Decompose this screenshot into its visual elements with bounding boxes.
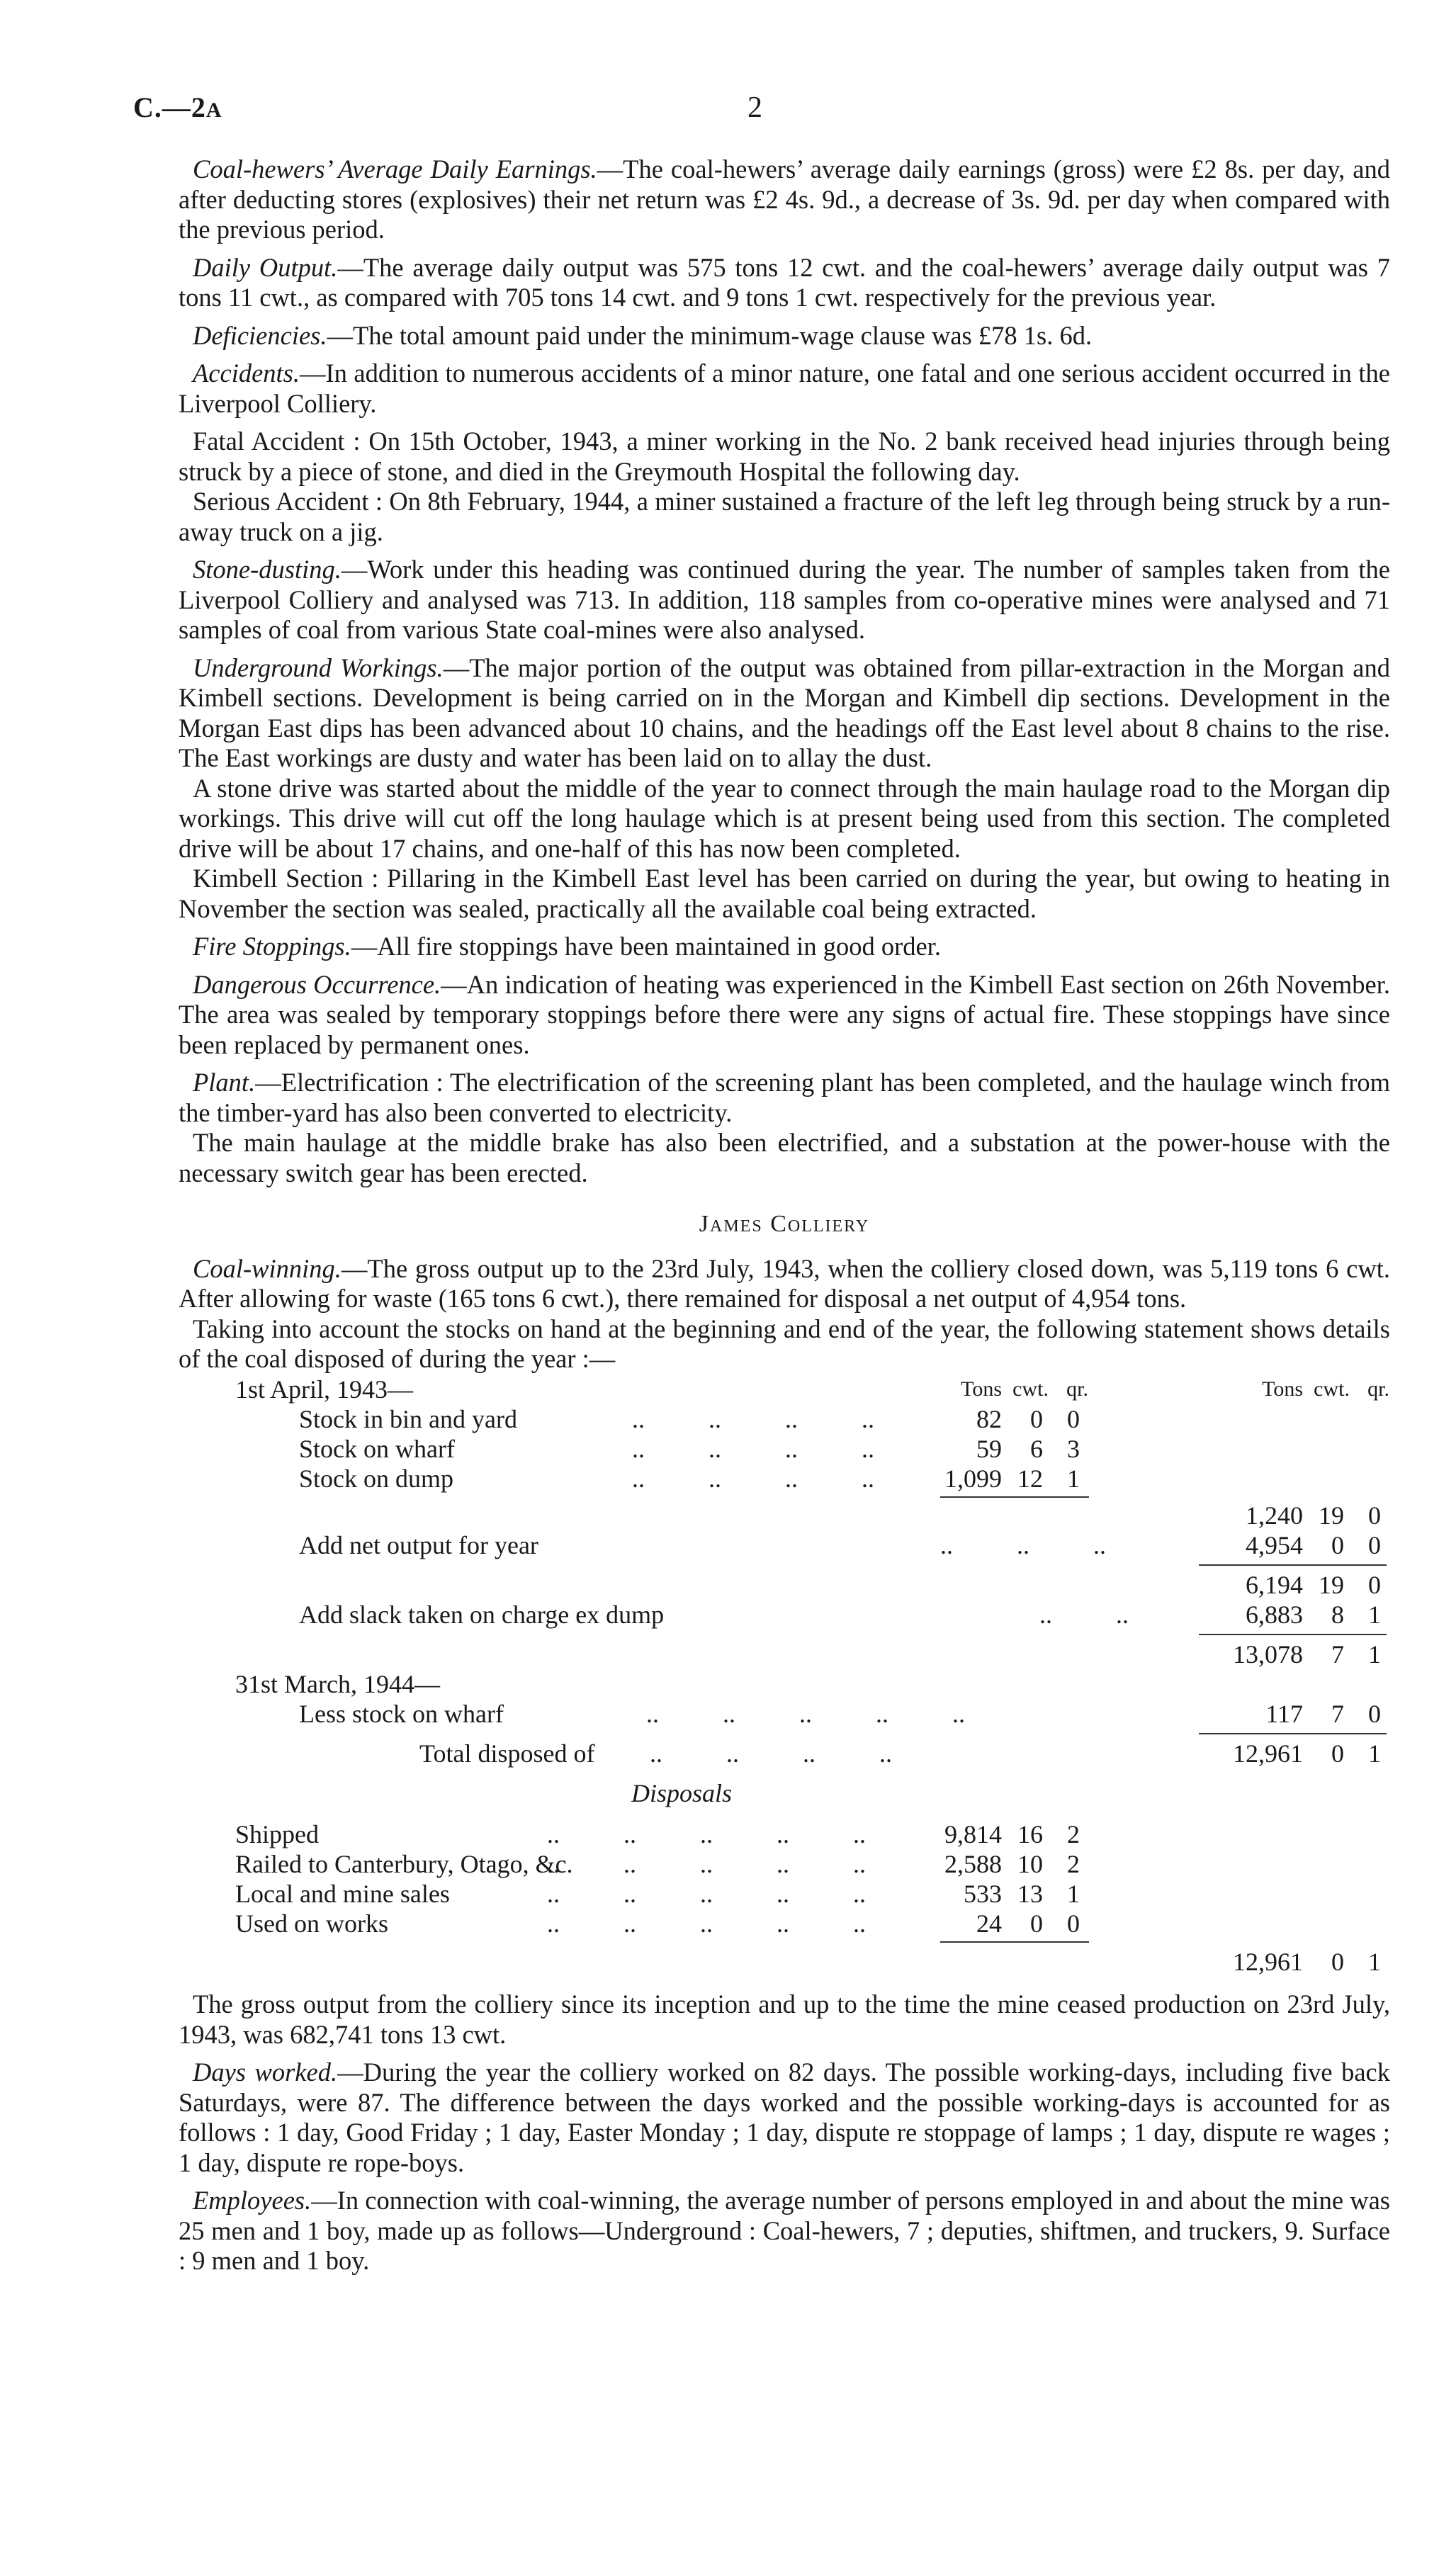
paragraph-lead: Fire Stoppings. [193, 932, 351, 961]
paragraph-text: Serious Accident : On 8th February, 1944, a miner sustained a fracture of the left leg through being struck by a run-away truck on a jig. [179, 487, 1390, 546]
body-text [179, 154, 1390, 2284]
paragraph-text: —The total amount paid under the minimum-wage clause was £78 1s. 6d. [327, 320, 1093, 350]
add-slack-row: Add slack taken on charge ex dump .. .. 6,883 8 1 [299, 1600, 1381, 1629]
leader-dots: .. .. .. .. [632, 1434, 874, 1463]
row-label: Stock on wharf [299, 1434, 455, 1463]
row-label: Stock in bin and yard [299, 1404, 517, 1433]
less-stock-row: Less stock on wharf .. .. .. .. .. 117 7 0 [299, 1699, 1381, 1728]
paragraph [179, 1254, 1390, 1314]
paragraph [179, 932, 1390, 962]
report-code [133, 91, 222, 124]
paragraph-lead: Accidents. [193, 358, 300, 388]
paragraph [179, 1314, 1390, 1374]
paragraph [179, 253, 1390, 313]
rule-disposals [940, 1941, 1089, 1943]
total-row: Total disposed of .. .. .. .. 12,961 0 1 [419, 1739, 1381, 1768]
table-row: Stock in bin and yard .. .. .. .. 82 0 0 [299, 1404, 1080, 1433]
subtotal-row-2: 6,194 19 0 [1246, 1570, 1381, 1599]
paragraph-text: —In connection with coal-winning, the average number of persons employed in and about the mine was 25 men and 1 boy, made up as follows—Underground : Coal-hewers, 7 ; deputies, shiftmen, and truckers, 9. Surface : 9 men and 1 boy. [179, 2186, 1390, 2275]
paragraph-lead: Dangerous Occurrence. [193, 969, 441, 999]
paragraph-text: The gross output from the colliery since its inception and up to the time the mine ceased production on 23rd July, 1943, was 682,741 tons 13 cwt. [179, 1989, 1390, 2049]
paragraph-lead: Days worked. [193, 2057, 338, 2087]
paragraph-text: A stone drive was started about the middle of the year to connect through the main haulage road to the Morgan dip workings. This drive will cut off the long haulage which is at present being used from this section. The completed drive will be about 17 chains, and one-half of this has now been completed. [179, 773, 1390, 863]
subtotal-row-3: 13,078 7 1 [1233, 1639, 1381, 1669]
page-number: 2 [747, 91, 762, 124]
paragraph [179, 154, 1390, 245]
paragraph [179, 774, 1390, 864]
paragraph [179, 358, 1390, 419]
rule-sub2 [1199, 1564, 1387, 1566]
paragraph-text: —Work under this heading was continued during the year. The number of samples taken from the Liverpool Colliery and analysed was 713. In addition, 118 samples from co-operative mines were analysed and 71 samples of coal from various State coal-mines were also analysed. [179, 555, 1390, 644]
paragraph-text: —All fire stoppings have been maintained in good order. [351, 932, 941, 961]
paragraph-lead: Employees. [193, 2186, 312, 2215]
paragraph [179, 321, 1390, 351]
paragraph-text: —The average daily output was 575 tons 12 cwt. and the coal-hewers’ average daily output was 7 tons 11 cwt., as compared with 705 tons 14 cwt. and 9 tons 1 cwt. respectively for the previous year. [179, 252, 1390, 312]
leader-dots: .. .. .. .. .. [547, 1880, 866, 1908]
paragraph [179, 864, 1390, 924]
subtotal-row-1: 1,240 19 0 [1246, 1501, 1381, 1530]
paragraph [179, 1068, 1390, 1128]
table-row: Used on works .. .. .. .. .. 24 0 0 [235, 1909, 1080, 1938]
add-net-row: Add net output for year .. .. .. 4,954 0 0 [299, 1530, 1381, 1559]
paragraph-text: —The gross output up to the 23rd July, 1943, when the colliery closed down, was 5,119 tons 6 cwt. After allowing for waste (165 tons 6 cwt.), there remained for disposal a net output of 4,954 tons. [179, 1253, 1390, 1313]
leader-dots: .. .. .. .. .. [547, 1820, 866, 1848]
paragraph [179, 653, 1390, 774]
date-march-1944: 31st March, 1944— [235, 1669, 440, 1698]
paragraph-text: —Electrification : The electrification of the screening plant has been completed, and the haulage winch from the timber-yard has also been converted to electricity. [179, 1068, 1390, 1127]
paragraph-lead: Coal-hewers’ Average Daily Earnings. [193, 154, 597, 184]
paragraph-text: —The major portion of the output was obtained from pillar-extraction in the Morgan and Kimbell sections. Development is being carried on in the Morgan and Kimbell dip sections. Development in the Morgan East dips has been advanced about 10 chains, and the headings off the East level about 8 chains to the rise. The East workings are dusty and water has been laid on to allay the dust. [179, 653, 1390, 772]
paragraph-text: The main haulage at the middle brake has also been electrified, and a substation at the power-house with the necessary switch gear has been erected. [179, 1128, 1390, 1187]
table-header-row: 1st April, 1943— Tons cwt. qr. Tons cwt. qr. [235, 1374, 1389, 1404]
date-march-1944-row [179, 1669, 1390, 1699]
paragraph-lead: Underground Workings. [193, 653, 444, 682]
section-liverpool [179, 154, 1390, 1188]
table-row: Stock on wharf .. .. .. .. 59 6 3 [299, 1434, 1080, 1463]
paragraph-lead: Daily Output. [193, 252, 338, 282]
leader-dots: .. .. .. .. [632, 1464, 874, 1493]
total-label: Total disposed of [419, 1739, 595, 1768]
paragraph [179, 2186, 1390, 2276]
coal-disposal-table [179, 1374, 1390, 1977]
report-code-suffix: A [205, 98, 222, 122]
paragraph [179, 1989, 1390, 2050]
table-row: Stock on dump .. .. .. .. 1,099 12 1 [299, 1464, 1080, 1493]
paragraph-text: Taking into account the stocks on hand at the beginning and end of the year, the following statement shows details of the coal disposed of during the year :— [179, 1314, 1390, 1373]
paragraph [179, 487, 1390, 547]
paragraph-lead: Coal-winning. [193, 1253, 342, 1283]
less-stock-label: Less stock on wharf [299, 1699, 504, 1728]
paragraph-lead: Plant. [193, 1068, 256, 1097]
paragraph-text: —During the year the colliery worked on 82 days. The possible working-days, including five back Saturdays, were 87. The difference between the days worked and the possible working-days is accounted for as follows : 1 day, Good Friday ; 1 day, Easter Monday ; 1 day, dispute re stoppage of lamps ; 1 day, dispute re wages ; 1 day, dispute re rope-boys. [179, 2057, 1391, 2177]
leader-dots: .. .. .. .. [632, 1404, 874, 1433]
disposals-heading: Disposals [631, 1778, 733, 1807]
leader-dots: .. .. .. .. .. [547, 1850, 866, 1878]
row-label: Shipped [235, 1820, 320, 1848]
table-row: Local and mine sales .. .. .. .. .. 533 13 1 [235, 1880, 1080, 1908]
paragraph-text: Fatal Accident : On 15th October, 1943, a miner working in the No. 2 bank received head injuries through being struck by a piece of stone, and died in the Greymouth Hospital the following day. [179, 427, 1390, 486]
section-james-details [179, 1989, 1390, 2276]
add-slack-label: Add slack taken on charge ex dump [299, 1600, 665, 1629]
paragraph-text: —The coal-hewers’ average daily earnings (gross) were £2 8s. per day, and after deducting stores (explosives) their net return was £2 4s. 9d., a decrease of 3s. 9d. per day when compared with the previous period. [179, 154, 1390, 244]
rule-total [1199, 1733, 1387, 1734]
add-net-label: Add net output for year [299, 1530, 538, 1559]
paragraph-lead: Deficiencies. [193, 320, 327, 350]
paragraph [179, 2057, 1390, 2178]
paragraph-text: —In addition to numerous accidents of a minor nature, one fatal and one serious accident occurred in the Liverpool Colliery. [179, 358, 1390, 418]
paragraph [179, 427, 1390, 487]
table-row: Railed to Canterbury, Otago, &c. .. .. .. .. .. 2,588 10 2 [235, 1850, 1080, 1878]
paragraph-lead: Stone-dusting. [193, 555, 342, 584]
report-code-main: C.—2 [133, 91, 206, 123]
row-label: Used on works [235, 1909, 388, 1938]
rule-stocks [940, 1496, 1089, 1498]
paragraph [179, 970, 1390, 1061]
disposals-total-row: 12,961 0 1 [1233, 1948, 1381, 1976]
james-colliery-heading: James Colliery [699, 1211, 870, 1237]
row-label: Railed to Canterbury, Otago, &c. [235, 1850, 573, 1878]
paragraph-text: —An indication of heating was experienced in the Kimbell East section on 26th November. The area was sealed by temporary stoppings before there were any signs of actual fire. These stoppings have since been replaced by permanent ones. [179, 969, 1390, 1059]
paragraph [179, 1128, 1390, 1188]
table-row: Shipped .. .. .. .. .. 9,814 16 2 [235, 1820, 1080, 1848]
paragraph [179, 555, 1390, 645]
paragraph-text: Kimbell Section : Pillaring in the Kimbell East level has been carried on during the year, but owing to heating in November the section was sealed, practically all the available coal being extracted. [179, 864, 1390, 923]
row-label: Local and mine sales [235, 1880, 450, 1908]
row-label: Stock on dump [299, 1464, 454, 1493]
leader-dots: .. .. .. .. .. [547, 1909, 866, 1938]
rule-sub3 [1199, 1634, 1387, 1635]
section-james-intro [179, 1254, 1390, 1374]
date-april-1943: 1st April, 1943— [235, 1374, 414, 1404]
